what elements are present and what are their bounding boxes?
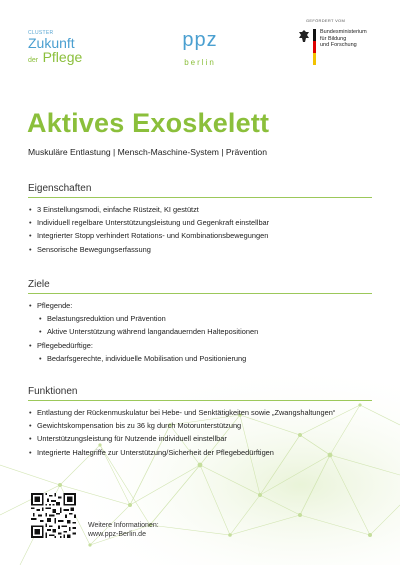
list-item-group: • Pflegebedürftige: <box>28 341 372 350</box>
footer-info-label: Weitere Informationen: <box>88 522 159 529</box>
list-subitem: • Bedarfsgerechte, individuelle Mobilisation und Positionierung <box>28 354 372 363</box>
section-heading: Ziele <box>28 279 372 294</box>
ppz-mark: ppz <box>182 29 218 51</box>
list-item: • Sensorische Bewegungserfassung <box>28 245 372 254</box>
zdp-cluster-label: CLUSTER <box>28 30 54 36</box>
list-subitem: • Belastungsreduktion und Prävention <box>28 314 372 323</box>
bmbf-line2: für Bildung <box>320 35 347 42</box>
list-item: • Integrierter Stopp verhindert Rotations- und Kombinationsbewegungen <box>28 231 372 240</box>
ziele-list <box>28 301 372 363</box>
ppz-berlin-logo <box>170 30 230 67</box>
funktionen-list <box>28 408 372 457</box>
ppz-berlin-label: berlin <box>184 58 216 67</box>
zdp-line2 <box>28 50 92 68</box>
qr-code[interactable] <box>31 493 76 538</box>
section-heading: Funktionen <box>28 386 372 401</box>
list-item: • 3 Einstellungsmodi, einfache Rüstzeit, KI gestützt <box>28 205 372 214</box>
eigenschaften-list <box>28 205 372 254</box>
german-flag-icon <box>313 29 316 65</box>
bmbf-name <box>320 29 367 49</box>
eagle-icon <box>298 29 310 43</box>
section-funktionen <box>28 386 372 461</box>
section-ziele <box>28 279 372 367</box>
bmbf-funded-by: GEFÖRDERT VOM <box>306 18 346 23</box>
bmbf-logo <box>298 18 388 65</box>
footer-info <box>88 521 159 539</box>
bmbf-line1: Bundesministerium <box>320 29 367 35</box>
list-subitem: • Aktive Unterstützung während langandauernden Haltepositionen <box>28 327 372 336</box>
footer-url-link[interactable]: www.ppz-Berlin.de <box>88 531 146 538</box>
zdp-pflege: Pflege <box>42 49 83 65</box>
bmbf-line3: und Forschung <box>320 42 357 48</box>
zdp-zukunft: Zukunft <box>28 35 75 51</box>
list-item: • Entlastung der Rückenmuskulatur bei Hebe- und Senktätigkeiten sowie „Zwangshaltungen“ <box>28 408 372 417</box>
list-item: • Integrierte Haltegriffe zur Unterstützung/Sicherheit der Pflegebedürftigen <box>28 448 372 457</box>
list-item: • Individuell regelbare Unterstützungsleistung und Gegenkraft einstellbar <box>28 218 372 227</box>
list-item: • Unterstützungsleistung für Nutzende individuell einstellbar <box>28 434 372 443</box>
bmbf-row <box>298 29 388 65</box>
zdp-der: der <box>28 57 39 64</box>
list-item: • Gewichtskompensation bis zu 36 kg durch Motorunterstützung <box>28 421 372 430</box>
page-subtitle: Muskuläre Entlastung | Mensch-Maschine-System | Prävention <box>28 147 267 157</box>
zukunft-der-pflege-logo <box>28 30 92 68</box>
page-title: Aktives Exoskelett <box>27 108 270 138</box>
list-item-group: • Pflegende: <box>28 301 372 310</box>
section-heading: Eigenschaften <box>28 183 372 198</box>
section-eigenschaften <box>28 183 372 258</box>
